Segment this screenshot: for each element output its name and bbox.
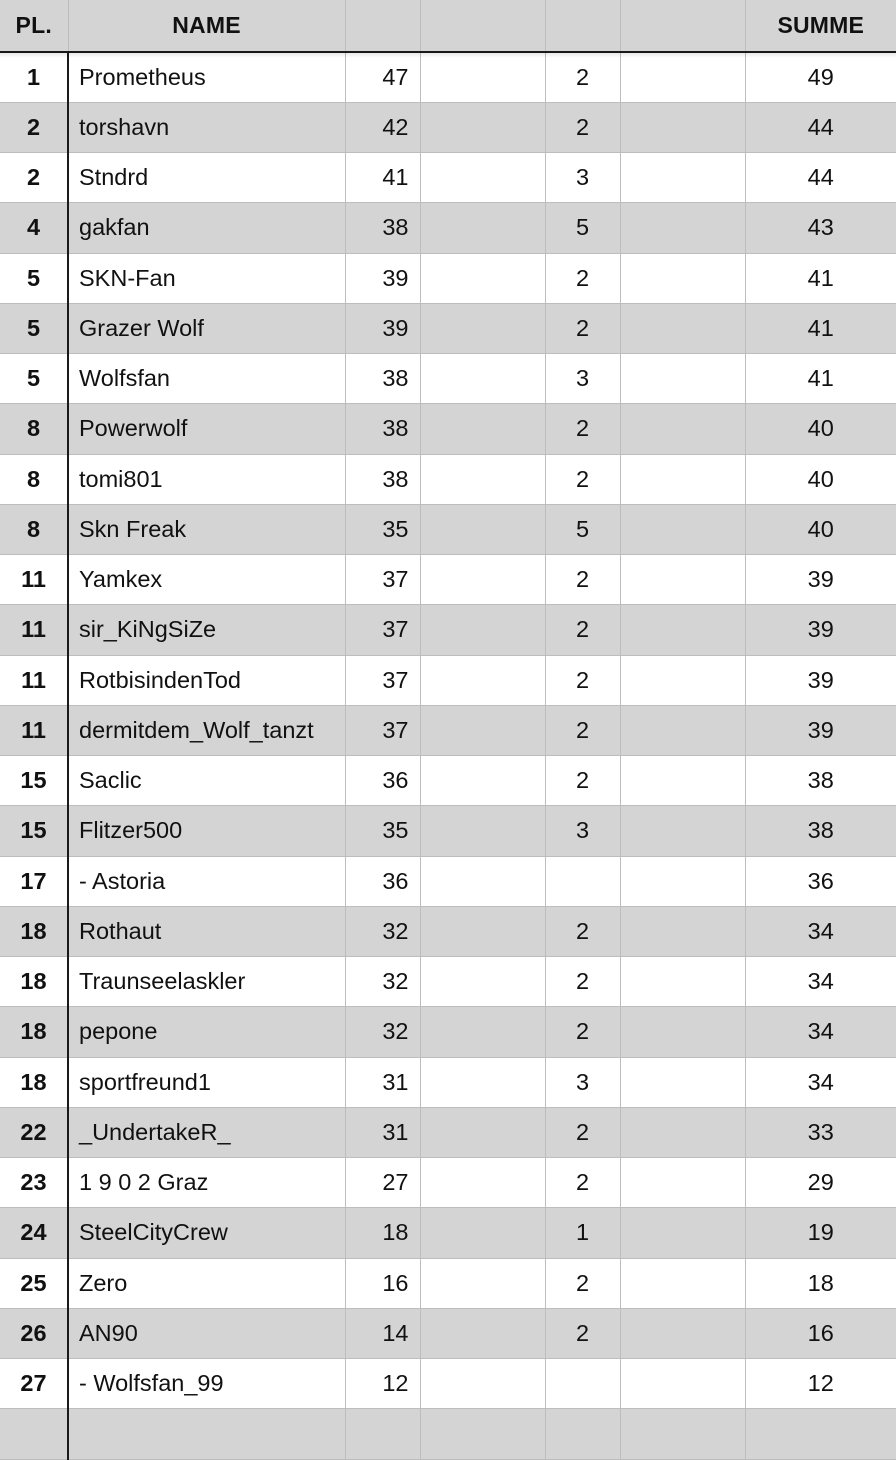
sum-cell: 19 xyxy=(745,1208,896,1258)
empty-cell xyxy=(620,605,745,655)
empty-cell xyxy=(620,906,745,956)
points-cell: 37 xyxy=(345,605,420,655)
bonus-cell: 3 xyxy=(545,806,620,856)
points-cell: 31 xyxy=(345,1057,420,1107)
empty-cell xyxy=(620,655,745,705)
sum-cell: 40 xyxy=(745,404,896,454)
points-cell: 37 xyxy=(345,705,420,755)
empty-cell xyxy=(420,52,545,102)
column-header-6[interactable] xyxy=(620,0,745,52)
sum-cell: 34 xyxy=(745,906,896,956)
table-row[interactable] xyxy=(0,1158,896,1208)
table-row[interactable] xyxy=(0,1308,896,1358)
empty-cell xyxy=(620,253,745,303)
table-row[interactable] xyxy=(0,806,896,856)
place-cell: 27 xyxy=(0,1359,68,1409)
empty-cell xyxy=(420,906,545,956)
sum-cell: 40 xyxy=(745,504,896,554)
sum-cell: 44 xyxy=(745,102,896,152)
empty-cell xyxy=(420,1107,545,1157)
table-row[interactable] xyxy=(0,303,896,353)
table-row[interactable] xyxy=(0,454,896,504)
name-cell: Prometheus xyxy=(68,52,345,102)
bonus-cell: 2 xyxy=(545,102,620,152)
points-cell: 38 xyxy=(345,354,420,404)
points-cell: 47 xyxy=(345,52,420,102)
place-cell: 4 xyxy=(0,203,68,253)
place-cell: 5 xyxy=(0,354,68,404)
points-cell: 42 xyxy=(345,102,420,152)
table-row[interactable] xyxy=(0,404,896,454)
sum-cell: 39 xyxy=(745,605,896,655)
column-header-5[interactable] xyxy=(545,0,620,52)
bonus-cell: 1 xyxy=(545,1208,620,1258)
table-row[interactable] xyxy=(0,1409,896,1459)
place-cell: 18 xyxy=(0,906,68,956)
sum-cell: 41 xyxy=(745,354,896,404)
column-header-4[interactable] xyxy=(420,0,545,52)
column-header-3[interactable] xyxy=(345,0,420,52)
sum-cell: 41 xyxy=(745,303,896,353)
empty-cell xyxy=(620,1409,745,1459)
sum-cell: 38 xyxy=(745,756,896,806)
column-header-name[interactable]: NAME xyxy=(68,0,345,52)
points-cell: 37 xyxy=(345,555,420,605)
bonus-cell: 2 xyxy=(545,906,620,956)
name-cell: SteelCityCrew xyxy=(68,1208,345,1258)
sum-cell: 49 xyxy=(745,52,896,102)
points-cell: 38 xyxy=(345,404,420,454)
name-cell: Stndrd xyxy=(68,153,345,203)
points-cell: 16 xyxy=(345,1258,420,1308)
bonus-cell: 2 xyxy=(545,1107,620,1157)
empty-cell xyxy=(620,1208,745,1258)
empty-cell xyxy=(620,1007,745,1057)
table-row[interactable] xyxy=(0,153,896,203)
table-row[interactable] xyxy=(0,102,896,152)
table-row[interactable] xyxy=(0,906,896,956)
name-cell: RotbisindenTod xyxy=(68,655,345,705)
empty-cell xyxy=(620,504,745,554)
place-cell xyxy=(0,1409,68,1459)
name-cell: Powerwolf xyxy=(68,404,345,454)
empty-cell xyxy=(420,1007,545,1057)
sum-cell: 39 xyxy=(745,555,896,605)
header-row xyxy=(0,0,896,52)
table-row[interactable] xyxy=(0,203,896,253)
sum-cell: 43 xyxy=(745,203,896,253)
bonus-cell: 2 xyxy=(545,705,620,755)
empty-cell xyxy=(620,856,745,906)
points-cell: 38 xyxy=(345,203,420,253)
place-cell: 1 xyxy=(0,52,68,102)
name-cell: SKN-Fan xyxy=(68,253,345,303)
place-cell: 8 xyxy=(0,504,68,554)
place-cell: 22 xyxy=(0,1107,68,1157)
empty-cell xyxy=(620,404,745,454)
bonus-cell: 2 xyxy=(545,555,620,605)
empty-cell xyxy=(420,454,545,504)
name-cell: sportfreund1 xyxy=(68,1057,345,1107)
empty-cell xyxy=(620,354,745,404)
points-cell: 14 xyxy=(345,1308,420,1358)
table-row[interactable] xyxy=(0,655,896,705)
table-row[interactable] xyxy=(0,504,896,554)
place-cell: 5 xyxy=(0,253,68,303)
empty-cell xyxy=(620,1359,745,1409)
name-cell: Skn Freak xyxy=(68,504,345,554)
table-row[interactable] xyxy=(0,856,896,906)
points-cell: 38 xyxy=(345,454,420,504)
bonus-cell: 2 xyxy=(545,1158,620,1208)
table-row[interactable] xyxy=(0,354,896,404)
bonus-cell: 2 xyxy=(545,756,620,806)
empty-cell xyxy=(620,957,745,1007)
table-row[interactable] xyxy=(0,957,896,1007)
empty-cell xyxy=(420,1258,545,1308)
place-cell: 24 xyxy=(0,1208,68,1258)
empty-cell xyxy=(420,354,545,404)
place-cell: 26 xyxy=(0,1308,68,1358)
bonus-cell: 3 xyxy=(545,354,620,404)
points-cell: 35 xyxy=(345,806,420,856)
place-cell: 8 xyxy=(0,404,68,454)
bonus-cell: 2 xyxy=(545,454,620,504)
empty-cell xyxy=(420,203,545,253)
bonus-cell: 5 xyxy=(545,203,620,253)
table-row[interactable] xyxy=(0,605,896,655)
place-cell: 11 xyxy=(0,605,68,655)
name-cell: Yamkex xyxy=(68,555,345,605)
points-cell xyxy=(345,1409,420,1459)
place-cell: 18 xyxy=(0,1057,68,1107)
sum-cell: 33 xyxy=(745,1107,896,1157)
bonus-cell xyxy=(545,1359,620,1409)
sum-cell: 39 xyxy=(745,655,896,705)
bonus-cell: 5 xyxy=(545,504,620,554)
sum-cell: 39 xyxy=(745,705,896,755)
points-cell: 36 xyxy=(345,756,420,806)
points-cell: 12 xyxy=(345,1359,420,1409)
bonus-cell: 2 xyxy=(545,1308,620,1358)
name-cell: _UndertakeR_ xyxy=(68,1107,345,1157)
name-cell: - Astoria xyxy=(68,856,345,906)
sum-cell: 12 xyxy=(745,1359,896,1409)
points-cell: 41 xyxy=(345,153,420,203)
sum-cell xyxy=(745,1409,896,1459)
sum-cell: 41 xyxy=(745,253,896,303)
name-cell: 1 9 0 2 Graz xyxy=(68,1158,345,1208)
name-cell: Saclic xyxy=(68,756,345,806)
table-row[interactable] xyxy=(0,1258,896,1308)
name-cell: Traunseelaskler xyxy=(68,957,345,1007)
place-cell: 25 xyxy=(0,1258,68,1308)
place-cell: 15 xyxy=(0,756,68,806)
bonus-cell: 2 xyxy=(545,303,620,353)
place-cell: 2 xyxy=(0,102,68,152)
sum-cell: 16 xyxy=(745,1308,896,1358)
place-cell: 11 xyxy=(0,655,68,705)
points-cell: 32 xyxy=(345,1007,420,1057)
name-cell xyxy=(68,1409,345,1459)
empty-cell xyxy=(620,756,745,806)
name-cell: gakfan xyxy=(68,203,345,253)
bonus-cell: 3 xyxy=(545,1057,620,1107)
empty-cell xyxy=(420,404,545,454)
empty-cell xyxy=(420,655,545,705)
empty-cell xyxy=(620,454,745,504)
bonus-cell: 2 xyxy=(545,1007,620,1057)
name-cell: sir_KiNgSiZe xyxy=(68,605,345,655)
bonus-cell: 3 xyxy=(545,153,620,203)
bonus-cell: 2 xyxy=(545,404,620,454)
name-cell: tomi801 xyxy=(68,454,345,504)
points-cell: 39 xyxy=(345,253,420,303)
empty-cell xyxy=(620,806,745,856)
points-cell: 18 xyxy=(345,1208,420,1258)
sum-cell: 29 xyxy=(745,1158,896,1208)
empty-cell xyxy=(420,806,545,856)
points-cell: 31 xyxy=(345,1107,420,1157)
table-row[interactable] xyxy=(0,705,896,755)
empty-cell xyxy=(420,253,545,303)
empty-cell xyxy=(620,203,745,253)
column-header-sum[interactable]: SUMME xyxy=(745,0,896,52)
name-cell: dermitdem_Wolf_tanzt xyxy=(68,705,345,755)
points-cell: 39 xyxy=(345,303,420,353)
empty-cell xyxy=(420,102,545,152)
sum-cell: 44 xyxy=(745,153,896,203)
empty-cell xyxy=(620,705,745,755)
sum-cell: 18 xyxy=(745,1258,896,1308)
name-cell: Flitzer500 xyxy=(68,806,345,856)
table-row[interactable] xyxy=(0,1057,896,1107)
place-cell: 8 xyxy=(0,454,68,504)
table-row[interactable] xyxy=(0,1359,896,1409)
points-cell: 35 xyxy=(345,504,420,554)
empty-cell xyxy=(420,1057,545,1107)
name-cell: Wolfsfan xyxy=(68,354,345,404)
points-cell: 27 xyxy=(345,1158,420,1208)
points-cell: 36 xyxy=(345,856,420,906)
place-cell: 18 xyxy=(0,1007,68,1057)
bonus-cell: 2 xyxy=(545,253,620,303)
bonus-cell: 2 xyxy=(545,605,620,655)
place-cell: 15 xyxy=(0,806,68,856)
empty-cell xyxy=(420,856,545,906)
table-row[interactable] xyxy=(0,1208,896,1258)
place-cell: 5 xyxy=(0,303,68,353)
empty-cell xyxy=(620,1258,745,1308)
table-row[interactable] xyxy=(0,253,896,303)
sum-cell: 34 xyxy=(745,1057,896,1107)
bonus-cell: 2 xyxy=(545,1258,620,1308)
empty-cell xyxy=(420,153,545,203)
points-cell: 32 xyxy=(345,957,420,1007)
empty-cell xyxy=(620,153,745,203)
name-cell: Grazer Wolf xyxy=(68,303,345,353)
sum-cell: 38 xyxy=(745,806,896,856)
place-cell: 17 xyxy=(0,856,68,906)
bonus-cell xyxy=(545,1409,620,1459)
bonus-cell: 2 xyxy=(545,52,620,102)
name-cell: - Wolfsfan_99 xyxy=(68,1359,345,1409)
table-body xyxy=(0,52,896,1459)
empty-cell xyxy=(620,102,745,152)
bonus-cell xyxy=(545,856,620,906)
bonus-cell: 2 xyxy=(545,957,620,1007)
place-cell: 2 xyxy=(0,153,68,203)
name-cell: pepone xyxy=(68,1007,345,1057)
bonus-cell: 2 xyxy=(545,655,620,705)
empty-cell xyxy=(420,1158,545,1208)
empty-cell xyxy=(420,303,545,353)
table-row[interactable] xyxy=(0,756,896,806)
name-cell: torshavn xyxy=(68,102,345,152)
name-cell: Zero xyxy=(68,1258,345,1308)
empty-cell xyxy=(420,605,545,655)
name-cell: Rothaut xyxy=(68,906,345,956)
empty-cell xyxy=(420,1308,545,1358)
place-cell: 18 xyxy=(0,957,68,1007)
table-row[interactable] xyxy=(0,52,896,102)
empty-cell xyxy=(620,1057,745,1107)
place-cell: 23 xyxy=(0,1158,68,1208)
points-cell: 37 xyxy=(345,655,420,705)
column-header-place[interactable]: PL. xyxy=(0,0,68,52)
sum-cell: 34 xyxy=(745,1007,896,1057)
place-cell: 11 xyxy=(0,555,68,605)
empty-cell xyxy=(620,1308,745,1358)
sum-cell: 36 xyxy=(745,856,896,906)
empty-cell xyxy=(420,504,545,554)
place-cell: 11 xyxy=(0,705,68,755)
empty-cell xyxy=(420,756,545,806)
empty-cell xyxy=(620,52,745,102)
table-row[interactable] xyxy=(0,1107,896,1157)
table-row[interactable] xyxy=(0,1007,896,1057)
sum-cell: 40 xyxy=(745,454,896,504)
empty-cell xyxy=(420,705,545,755)
sum-cell: 34 xyxy=(745,957,896,1007)
empty-cell xyxy=(420,555,545,605)
empty-cell xyxy=(420,1208,545,1258)
empty-cell xyxy=(420,957,545,1007)
empty-cell xyxy=(620,555,745,605)
points-cell: 32 xyxy=(345,906,420,956)
empty-cell xyxy=(620,1107,745,1157)
name-cell: AN90 xyxy=(68,1308,345,1358)
empty-cell xyxy=(620,303,745,353)
table-row[interactable] xyxy=(0,555,896,605)
empty-cell xyxy=(420,1359,545,1409)
empty-cell xyxy=(620,1158,745,1208)
empty-cell xyxy=(420,1409,545,1459)
